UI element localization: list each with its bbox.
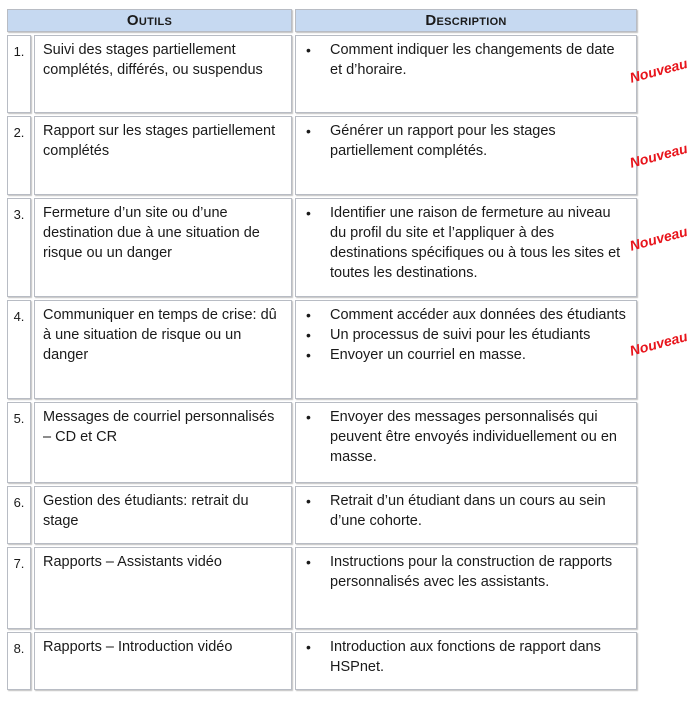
new-badge: Nouveau [627,139,690,171]
description-bullet: • Un processus de suivi pour les étudiants [304,325,628,345]
row-number: 2. [7,116,31,195]
description-bullet: • Retrait d’un étudiant dans un cours au sein d’une cohorte. [304,491,628,531]
new-badge: Nouveau [627,222,690,254]
tools-table [4,6,640,693]
header-description: Description [295,9,637,32]
tool-name: Rapports – Assistants vidéo [34,547,292,629]
new-badge: Nouveau [627,327,690,359]
table-row [7,632,637,690]
tool-description [295,198,637,297]
header-tools: Outils [7,9,292,32]
tool-name: Gestion des étudiants: retrait du stage [34,486,292,544]
tool-description [295,35,637,113]
row-number: 4. [7,300,31,399]
tool-description [295,116,637,195]
tool-description [295,486,637,544]
tool-name: Suivi des stages partiellement complétés, différés, ou suspendus [34,35,292,113]
table-row [7,198,637,297]
table-row [7,300,637,399]
row-number: 8. [7,632,31,690]
description-bullet: • Envoyer des messages personnalisés qui peuvent être envoyés individuellement ou en masse. [304,407,628,467]
table-row [7,116,637,195]
table-row [7,486,637,544]
description-bullet: • Envoyer un courriel en masse. [304,345,628,365]
row-number: 6. [7,486,31,544]
description-bullet: • Introduction aux fonctions de rapport dans HSPnet. [304,637,628,677]
table-row [7,402,637,483]
tool-name: Messages de courriel personnalisés – CD et CR [34,402,292,483]
table-header-row [7,9,637,32]
tool-name: Fermeture d’un site ou d’une destination due à une situation de risque ou un danger [34,198,292,297]
description-bullet: • Générer un rapport pour les stages partiellement complétés. [304,121,628,161]
table-row [7,547,637,629]
tool-description [295,632,637,690]
description-bullet: • Identifier une raison de fermeture au niveau du profil du site et l’appliquer à des destinations spécifiques ou à tous les sites et toutes les destinations. [304,203,628,283]
row-number: 3. [7,198,31,297]
table-row [7,35,637,113]
tool-description [295,547,637,629]
tool-name: Rapports – Introduction vidéo [34,632,292,690]
row-number: 7. [7,547,31,629]
tool-description [295,402,637,483]
new-badge: Nouveau [627,54,690,86]
tool-name: Rapport sur les stages partiellement complétés [34,116,292,195]
description-bullet: • Comment indiquer les changements de date et d’horaire. [304,40,628,80]
description-bullet: • Comment accéder aux données des étudiants [304,305,628,325]
tool-name: Communiquer en temps de crise: dû à une situation de risque ou un danger [34,300,292,399]
tool-description [295,300,637,399]
row-number: 5. [7,402,31,483]
row-number: 1. [7,35,31,113]
description-bullet: • Instructions pour la construction de rapports personnalisés avec les assistants. [304,552,628,592]
